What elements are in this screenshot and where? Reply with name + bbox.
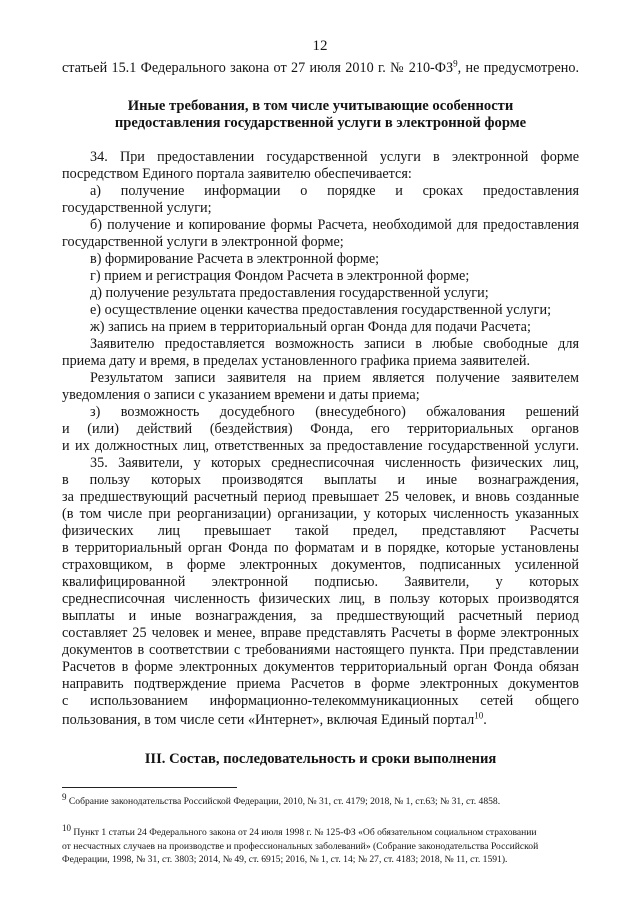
body-line: Результатом записи заявителя на прием является получение заявителем [90, 370, 579, 386]
body-line: а) получение информации о порядке и сроках предоставления [90, 183, 579, 199]
body-line: з) возможность досудебного (внесудебного) обжалования решений [90, 404, 579, 420]
body-line: приема дату и время, в пределах установленного графика приема заявителей. [62, 353, 531, 369]
body-line: квалифицированной электронной подписью. Заявители, у которых [62, 574, 579, 590]
body-line: посредством Единого портала заявителю обеспечивается: [62, 166, 412, 182]
body-line: Расчетов в форме электронных документов территориальный орган Фонда обязан [62, 659, 579, 675]
intro-text-end: , не предусмотрено. [457, 60, 579, 76]
footnote-9 [62, 791, 582, 809]
body-line: г) прием и регистрация Фондом Расчета в электронной форме; [90, 268, 470, 284]
body-line: Заявителю предоставляется возможность записи в любые свободные для [90, 336, 579, 352]
footnote-ref-9: 9 [453, 58, 458, 69]
body-line: направить подтверждение приема Расчетов в форме электронных документов [62, 676, 579, 692]
body-line: в территориальный орган Фонда по форматам и в порядке, которые установлены [62, 540, 579, 556]
footnote-text: Федерации, 1998, № 31, ст. 3803; 2014, № 49, ст. 6915; 2016, № 1, ст. 14; № 27, ст. 4183; 2018, № 11, ст. 1591). [62, 854, 508, 865]
body-line: страховщиком, в форме электронных документов, подписанных усиленной [62, 557, 579, 573]
body-line: ж) запись на прием в территориальный орган Фонда для подачи Расчета; [90, 319, 531, 335]
body-line: за предшествующий расчетный период превышает 25 человек, и вновь созданные [62, 489, 579, 505]
body-line: составляет 25 человек и менее, вправе представлять Расчеты в форме электронных [62, 625, 579, 641]
body-line-last [62, 712, 579, 729]
body-line: в пользу которых производятся выплаты и иные вознаграждения, [62, 472, 579, 488]
body-line: б) получение и копирование формы Расчета, необходимой для предоставления [90, 217, 579, 233]
body-line: д) получение результата предоставления государственной услуги; [90, 285, 489, 301]
intro-text: статьей 15.1 Федерального закона от 27 июля 2010 г. № 210-ФЗ [62, 60, 454, 76]
body-line: выплаты и иные вознаграждения, за предшествующий расчетный период [62, 608, 579, 624]
body-line: с использованием информационно-телекоммуникационных сетей общего [62, 693, 579, 709]
body-line: е) осуществление оценки качества предоставления государственной услуги; [90, 302, 552, 318]
body-line: уведомления о записи с указанием времени и даты приема; [62, 387, 420, 403]
body-line: государственной услуги в электронной форме; [62, 234, 344, 250]
body-line: 35. Заявители, у которых среднесписочная численность физических лиц, [90, 455, 579, 471]
last-line-text: пользования, в том числе сети «Интернет», включая Единый портал [62, 712, 475, 728]
section-heading-iii: III. Состав, последовательность и сроки выполнения [144, 751, 497, 767]
body-line: (в том числе при реорганизации) организации, у которых численность указанных [62, 506, 579, 522]
footnote-divider [62, 787, 237, 788]
section-heading-line: Иные требования, в том числе учитывающие особенности [127, 98, 514, 114]
section-heading-line: предоставления государственной услуги в электронной форме [114, 115, 527, 131]
body-line: в) формирование Расчета в электронной форме; [90, 251, 380, 267]
body-line: и (или) действий (бездействия) Фонда, его территориальных органов [62, 421, 579, 437]
footnote-text: Пункт 1 статьи 24 Федерального закона от 24 июля 1998 г. № 125-ФЗ «Об обязательном социальном страховании [73, 827, 537, 838]
last-line-end: . [483, 712, 487, 728]
intro-line [62, 60, 579, 77]
page-number: 12 [312, 38, 328, 54]
footnote-ref-10: 10 [474, 710, 484, 721]
footnote-10 [62, 822, 582, 867]
body-line: физических лиц превышает такой предел, представляют Расчеты [62, 523, 579, 539]
footnote-number: 10 [62, 822, 71, 833]
footnote-text: от несчастных случаев на производстве и профессиональных заболеваний» (Собрание законодательства Российской [62, 840, 539, 852]
footnote-number: 9 [62, 791, 67, 802]
body-line: среднесписочная численность физических лиц, в пользу которых производятся [62, 591, 579, 607]
body-line: государственной услуги; [62, 200, 212, 216]
body-line: 34. При предоставлении государственной услуги в электронной форме [90, 149, 579, 165]
footnote-text: Собрание законодательства Российской Федерации, 2010, № 31, ст. 4179; 2018, № 1, ст.63; № 31, ст. 4858. [68, 796, 501, 807]
body-line: и их должностных лиц, ответственных за предоставление государственной услуги. [62, 438, 579, 454]
body-line: документов в соответствии с требованиями настоящего пункта. При представлении [62, 642, 579, 658]
